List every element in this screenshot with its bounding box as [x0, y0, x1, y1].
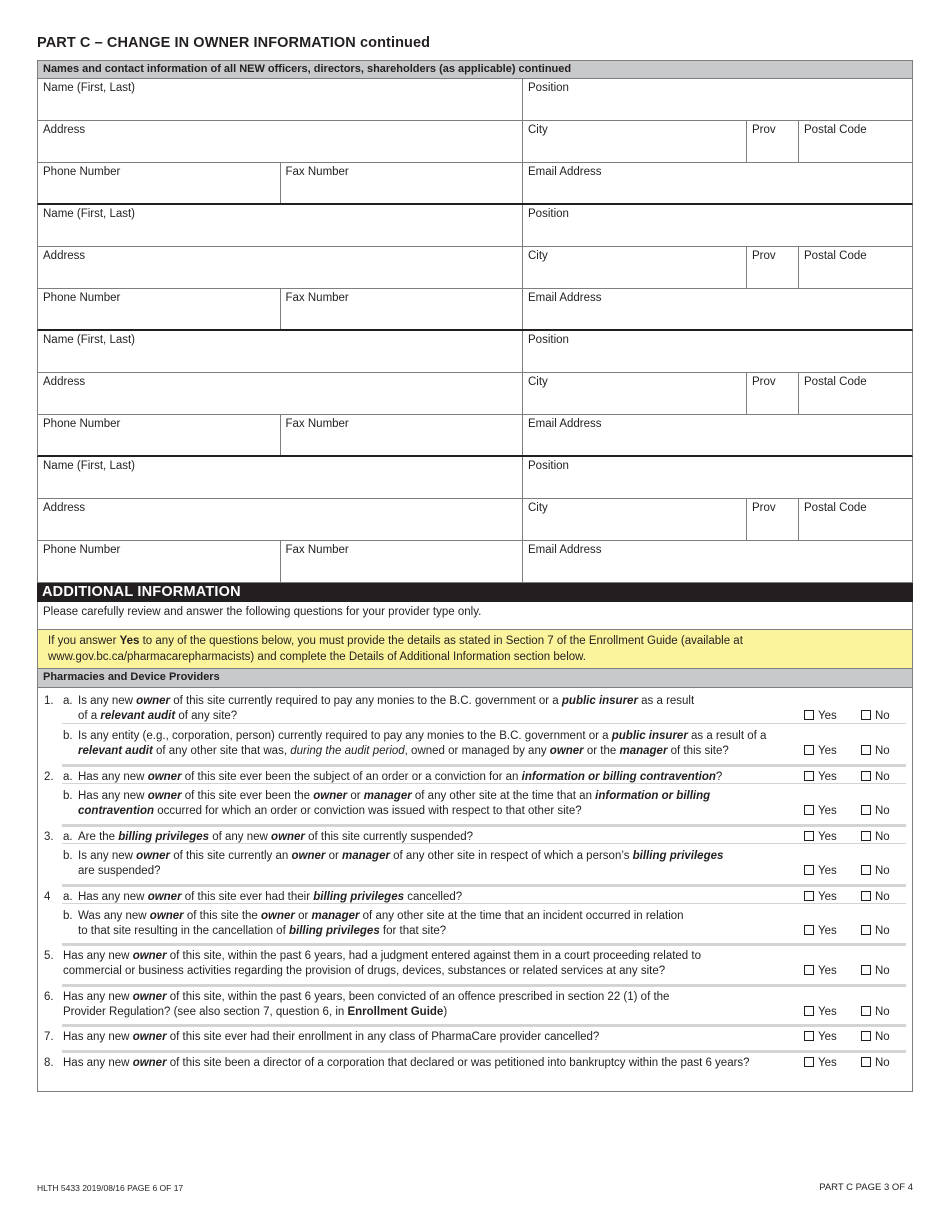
yes-no-options	[792, 1030, 912, 1045]
address-field[interactable]	[38, 247, 523, 288]
question-text: Has any new owner of this site ever had their enrollment in any class of PharmaCare provider cancelled?	[63, 1031, 600, 1043]
no-option[interactable]	[861, 864, 890, 879]
phone-field-label: Phone Number	[43, 166, 121, 178]
yes-label: Yes	[818, 865, 837, 877]
no-checkbox[interactable]	[861, 831, 871, 841]
contact-row-phone	[37, 163, 913, 205]
contact-row-name	[37, 331, 913, 373]
no-option[interactable]	[861, 830, 890, 845]
question-row	[38, 1056, 912, 1071]
name-field-label: Name (First, Last)	[43, 460, 136, 472]
questions-list	[37, 688, 913, 1092]
position-field-label: Position	[528, 208, 569, 220]
city-field-label: City	[528, 376, 548, 388]
no-checkbox[interactable]	[861, 891, 871, 901]
name-field[interactable]	[38, 79, 523, 120]
postal-code-field[interactable]	[799, 499, 912, 540]
yes-checkbox[interactable]	[804, 1057, 814, 1067]
phone-field[interactable]	[38, 163, 281, 203]
prov-field-label: Prov	[752, 250, 776, 262]
no-label: No	[875, 865, 890, 877]
yes-no-options	[792, 964, 912, 979]
contact-section-header: Names and contact information of all NEW officers, directors, shareholders (as applicable) continued	[37, 60, 913, 79]
email-field[interactable]	[523, 541, 912, 582]
question-number: 2.	[44, 771, 54, 783]
no-option[interactable]	[861, 709, 890, 724]
question-number: 4	[44, 891, 51, 903]
form-frame	[37, 60, 913, 1092]
fax-field-label: Fax Number	[285, 544, 349, 556]
prov-field-label: Prov	[752, 376, 776, 388]
postal-code-field[interactable]	[799, 247, 912, 288]
city-field[interactable]	[523, 499, 747, 540]
yes-label: Yes	[818, 1006, 837, 1018]
yes-notice	[37, 629, 913, 669]
yes-no-options	[792, 804, 912, 819]
question-letter: a.	[63, 771, 73, 783]
no-checkbox[interactable]	[861, 925, 871, 935]
no-option[interactable]	[861, 1056, 890, 1071]
address-field-label: Address	[43, 502, 86, 514]
question-row	[38, 890, 912, 905]
no-label: No	[875, 771, 890, 783]
question-text: Has any new owner of this site, within the past 6 years, been convicted of an offence prescribed in section 22 (1) of the Provider Regulation? (see also section 7, question 6, in Enrollment Guide)	[63, 991, 670, 1018]
question-text: Are the billing privileges of any new owner of this site currently suspended?	[78, 831, 474, 843]
yes-checkbox[interactable]	[804, 710, 814, 720]
fax-field-label: Fax Number	[285, 292, 349, 304]
yes-option[interactable]	[804, 770, 837, 785]
yes-label: Yes	[818, 771, 837, 783]
yes-label: Yes	[818, 925, 837, 937]
address-field[interactable]	[38, 499, 523, 540]
yes-checkbox[interactable]	[804, 965, 814, 975]
question-number: 8.	[44, 1057, 54, 1069]
position-field[interactable]	[523, 205, 912, 246]
fax-field[interactable]	[281, 163, 524, 203]
yes-no-options	[792, 830, 912, 845]
contact-row-phone	[37, 289, 913, 331]
yes-no-options	[792, 770, 912, 785]
no-checkbox[interactable]	[861, 965, 871, 975]
question-row	[38, 909, 912, 939]
email-field[interactable]	[523, 289, 912, 329]
question-text: Is any new owner of this site currently required to pay any monies to the B.C. government or a public insurer as a result of a relevant audit of any site?	[78, 695, 695, 722]
yes-no-options	[792, 1056, 912, 1071]
contact-row-name	[37, 457, 913, 499]
postal-code-field-label: Postal Code	[804, 124, 867, 136]
no-label: No	[875, 745, 890, 757]
email-field-label: Email Address	[528, 292, 602, 304]
prov-field[interactable]	[747, 373, 799, 414]
question-row	[38, 729, 912, 759]
question-row	[38, 990, 912, 1020]
question-letter: b.	[63, 910, 73, 922]
no-option[interactable]	[861, 744, 890, 759]
question-row	[38, 830, 912, 845]
yes-label: Yes	[818, 891, 837, 903]
yes-label: Yes	[818, 745, 837, 757]
additional-info-title: ADDITIONAL INFORMATION	[37, 583, 913, 602]
position-field[interactable]	[523, 457, 912, 498]
question-letter: b.	[63, 730, 73, 742]
yes-no-options	[792, 924, 912, 939]
question-divider	[62, 984, 906, 987]
question-divider	[62, 884, 906, 887]
email-field-label: Email Address	[528, 418, 602, 430]
yes-checkbox[interactable]	[804, 805, 814, 815]
question-letter: b.	[63, 790, 73, 802]
contact-row-address	[37, 121, 913, 163]
question-letter: b.	[63, 850, 73, 862]
position-field-label: Position	[528, 334, 569, 346]
no-option[interactable]	[861, 804, 890, 819]
yes-label: Yes	[818, 831, 837, 843]
question-row	[38, 770, 912, 785]
no-option[interactable]	[861, 1005, 890, 1020]
yes-label: Yes	[818, 965, 837, 977]
yes-checkbox[interactable]	[804, 745, 814, 755]
fax-field[interactable]	[281, 289, 524, 329]
no-option[interactable]	[861, 964, 890, 979]
yes-option[interactable]	[804, 1005, 837, 1020]
postal-code-field-label: Postal Code	[804, 250, 867, 262]
question-divider	[62, 943, 906, 946]
email-field-label: Email Address	[528, 166, 602, 178]
name-field-label: Name (First, Last)	[43, 208, 136, 220]
prov-field[interactable]	[747, 121, 799, 162]
notice-text-post: to any of the questions below, you must provide the details as stated in Section 7 of the Enrollment Guide (available at www.gov.bc.ca/pharmacarepharmacists) and complete the Details of Additional Information section below.	[48, 635, 743, 663]
yes-option[interactable]	[804, 804, 837, 819]
address-field[interactable]	[38, 121, 523, 162]
fax-field-label: Fax Number	[285, 166, 349, 178]
city-field-label: City	[528, 250, 548, 262]
question-row	[38, 1030, 912, 1045]
position-field[interactable]	[523, 79, 912, 120]
city-field[interactable]	[523, 247, 747, 288]
yes-checkbox[interactable]	[804, 1006, 814, 1016]
no-label: No	[875, 925, 890, 937]
no-option[interactable]	[861, 770, 890, 785]
postal-code-field-label: Postal Code	[804, 502, 867, 514]
city-field[interactable]	[523, 373, 747, 414]
no-checkbox[interactable]	[861, 745, 871, 755]
question-text: Is any new owner of this site currently an owner or manager of any other site in respect of which a person’s billing privileges are suspended?	[78, 850, 724, 877]
no-label: No	[875, 831, 890, 843]
footer-page-number: PART C PAGE 3 OF 4	[819, 1182, 913, 1193]
position-field-label: Position	[528, 460, 569, 472]
no-checkbox[interactable]	[861, 771, 871, 781]
address-field-label: Address	[43, 250, 86, 262]
notice-text-pre: If you answer	[48, 635, 120, 647]
no-label: No	[875, 710, 890, 722]
question-text: Has any new owner of this site, within the past 6 years, had a judgment entered against them in a court proceeding related to commercial or business activities regarding the provision of drugs, devices, substances or related services at any site?	[63, 950, 701, 977]
question-letter: a.	[63, 831, 73, 843]
name-field[interactable]	[38, 205, 523, 246]
yes-option[interactable]	[804, 924, 837, 939]
no-checkbox[interactable]	[861, 865, 871, 875]
yes-label: Yes	[818, 710, 837, 722]
no-option[interactable]	[861, 924, 890, 939]
no-checkbox[interactable]	[861, 710, 871, 720]
yes-option[interactable]	[804, 864, 837, 879]
question-divider	[62, 824, 906, 827]
city-field-label: City	[528, 502, 548, 514]
contact-row-name	[37, 79, 913, 121]
contact-row-phone	[37, 415, 913, 457]
yes-label: Yes	[818, 1057, 837, 1069]
phone-field-label: Phone Number	[43, 544, 121, 556]
yes-option[interactable]	[804, 1056, 837, 1071]
question-row	[38, 849, 912, 879]
question-text: Has any new owner of this site ever been the subject of an order or a conviction for an information or billing contravention?	[78, 771, 723, 783]
address-field-label: Address	[43, 124, 86, 136]
question-text: Has any new owner of this site ever been the owner or manager of any other site at the time that an information or billing contravention occurred for which an order or conviction was issued with respect to that other site?	[78, 790, 711, 817]
prov-field[interactable]	[747, 499, 799, 540]
question-divider	[62, 1050, 906, 1053]
question-number: 7.	[44, 1031, 54, 1043]
yes-label: Yes	[818, 1031, 837, 1043]
question-text: Is any entity (e.g., corporation, person) currently required to pay any monies to the B.C. government or a public insurer as a result of a relevant audit of any other site that was, during the audit period, owned or managed by any owner or the manager of this site?	[78, 730, 767, 757]
question-letter: a.	[63, 695, 73, 707]
address-field[interactable]	[38, 373, 523, 414]
yes-option[interactable]	[804, 1030, 837, 1045]
no-label: No	[875, 965, 890, 977]
no-label: No	[875, 891, 890, 903]
contact-row-address	[37, 373, 913, 415]
yes-option[interactable]	[804, 890, 837, 905]
fax-field[interactable]	[281, 541, 524, 582]
postal-code-field-label: Postal Code	[804, 376, 867, 388]
question-text: Has any new owner of this site been a director of a corporation that declared or was petitioned into bankruptcy within the past 6 years?	[63, 1057, 750, 1069]
no-label: No	[875, 805, 890, 817]
yes-checkbox[interactable]	[804, 1031, 814, 1041]
address-field-label: Address	[43, 376, 86, 388]
yes-option[interactable]	[804, 830, 837, 845]
yes-checkbox[interactable]	[804, 891, 814, 901]
email-field[interactable]	[523, 163, 912, 203]
name-field-label: Name (First, Last)	[43, 334, 136, 346]
no-checkbox[interactable]	[861, 1031, 871, 1041]
notice-text-bold: Yes	[119, 635, 140, 647]
no-checkbox[interactable]	[861, 1006, 871, 1016]
yes-checkbox[interactable]	[804, 831, 814, 841]
contact-row-address	[37, 247, 913, 289]
name-field[interactable]	[38, 457, 523, 498]
question-divider	[62, 1024, 906, 1027]
no-option[interactable]	[861, 890, 890, 905]
question-letter: a.	[63, 891, 73, 903]
provider-type-header: Pharmacies and Device Providers	[37, 669, 913, 688]
email-field[interactable]	[523, 415, 912, 455]
postal-code-field[interactable]	[799, 121, 912, 162]
position-field[interactable]	[523, 331, 912, 372]
yes-checkbox[interactable]	[804, 865, 814, 875]
no-label: No	[875, 1031, 890, 1043]
phone-field[interactable]	[38, 541, 281, 582]
question-row	[38, 789, 912, 819]
question-number: 5.	[44, 950, 54, 962]
email-field-label: Email Address	[528, 544, 602, 556]
question-number: 6.	[44, 991, 54, 1003]
city-field-label: City	[528, 124, 548, 136]
city-field[interactable]	[523, 121, 747, 162]
yes-checkbox[interactable]	[804, 771, 814, 781]
question-row	[38, 694, 912, 724]
phone-field[interactable]	[38, 289, 281, 329]
contact-row-address	[37, 499, 913, 541]
yes-option[interactable]	[804, 709, 837, 724]
question-number: 1.	[44, 695, 54, 707]
contact-blocks	[37, 79, 913, 583]
prov-field-label: Prov	[752, 502, 776, 514]
no-option[interactable]	[861, 1030, 890, 1045]
postal-code-field[interactable]	[799, 373, 912, 414]
phone-field-label: Phone Number	[43, 292, 121, 304]
yes-checkbox[interactable]	[804, 925, 814, 935]
yes-no-options	[792, 709, 912, 724]
prov-field-label: Prov	[752, 124, 776, 136]
footer-form-id: HLTH 5433 2019/08/16 PAGE 6 OF 17	[37, 1183, 184, 1193]
yes-option[interactable]	[804, 744, 837, 759]
no-checkbox[interactable]	[861, 1057, 871, 1067]
question-divider	[62, 764, 906, 767]
phone-field-label: Phone Number	[43, 418, 121, 430]
no-checkbox[interactable]	[861, 805, 871, 815]
yes-no-options	[792, 864, 912, 879]
name-field[interactable]	[38, 331, 523, 372]
fax-field[interactable]	[281, 415, 524, 455]
yes-no-options	[792, 890, 912, 905]
yes-no-options	[792, 744, 912, 759]
yes-no-options	[792, 1005, 912, 1020]
yes-option[interactable]	[804, 964, 837, 979]
question-text: Has any new owner of this site ever had their billing privileges cancelled?	[78, 891, 463, 903]
contact-row-phone	[37, 541, 913, 583]
no-label: No	[875, 1006, 890, 1018]
position-field-label: Position	[528, 82, 569, 94]
contact-row-name	[37, 205, 913, 247]
phone-field[interactable]	[38, 415, 281, 455]
name-field-label: Name (First, Last)	[43, 82, 136, 94]
yes-label: Yes	[818, 805, 837, 817]
fax-field-label: Fax Number	[285, 418, 349, 430]
question-text: Was any new owner of this site the owner or manager of any other site at the time that an incident occurred in relation to that site resulting in the cancellation of billing privileges for that site?	[78, 910, 684, 937]
additional-info-instruction: Please carefully review and answer the following questions for your provider type only.	[37, 602, 913, 629]
prov-field[interactable]	[747, 247, 799, 288]
question-row	[38, 949, 912, 979]
no-label: No	[875, 1057, 890, 1069]
page-title: PART C – CHANGE IN OWNER INFORMATION continued	[37, 35, 431, 51]
question-number: 3.	[44, 831, 54, 843]
